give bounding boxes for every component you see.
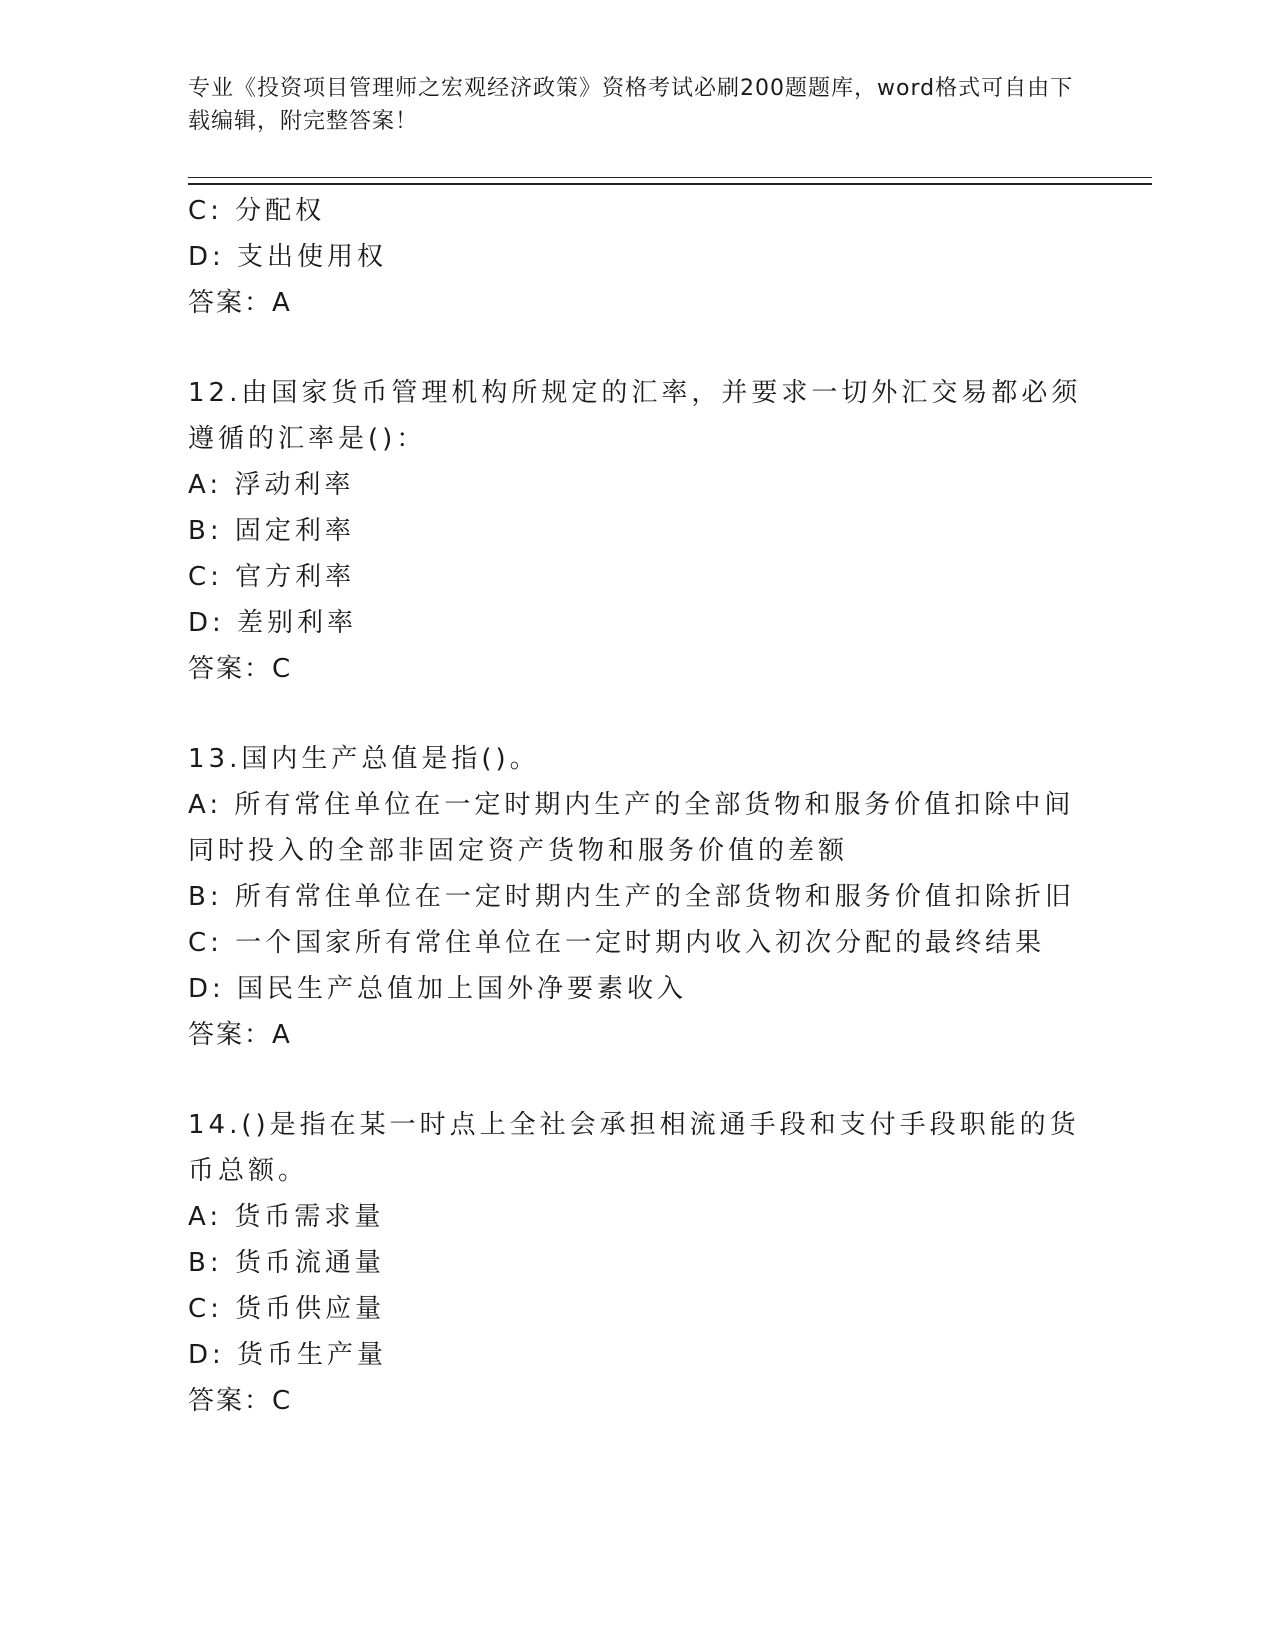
option-c: C: 货币供应量 bbox=[188, 1294, 386, 1324]
question-stem: 13.国内生产总值是指()。 bbox=[188, 744, 540, 774]
document-header bbox=[188, 72, 1088, 138]
option-d: D: 差别利率 bbox=[188, 608, 358, 638]
option-d: D: 支出使用权 bbox=[188, 242, 388, 272]
document-body bbox=[188, 188, 1088, 1424]
question-14 bbox=[188, 1102, 1088, 1424]
option-c: C: 一个国家所有常住单位在一定时期内收入初次分配的最终结果 bbox=[188, 928, 1046, 958]
spacer bbox=[188, 692, 1088, 736]
question-stem: 12.由国家货币管理机构所规定的汇率，并要求一切外汇交易都必须遵循的汇率是()： bbox=[188, 378, 1082, 454]
option-c: C: 分配权 bbox=[188, 196, 326, 226]
header-divider-bottom bbox=[188, 183, 1152, 185]
option-c: C: 官方利率 bbox=[188, 562, 356, 592]
option-a: A: 所有常住单位在一定时期内生产的全部货物和服务价值扣除中间同时投入的全部非固定资产货物和服务价值的差额 bbox=[188, 790, 1075, 866]
previous-question-tail bbox=[188, 188, 1088, 326]
question-12 bbox=[188, 370, 1088, 692]
question-stem: 14.()是指在某一时点上全社会承担相流通手段和支付手段职能的货币总额。 bbox=[188, 1110, 1080, 1186]
option-b: B: 货币流通量 bbox=[188, 1248, 385, 1278]
option-b: B: 固定利率 bbox=[188, 516, 355, 546]
option-a: A: 浮动利率 bbox=[188, 470, 355, 500]
spacer bbox=[188, 326, 1088, 370]
header-title: 专业《投资项目管理师之宏观经济政策》资格考试必刷200题题库，word格式可自由下载编辑，附完整答案！ bbox=[188, 76, 1074, 134]
spacer bbox=[188, 1058, 1088, 1102]
answer: 答案：C bbox=[188, 1386, 293, 1416]
option-d: D: 国民生产总值加上国外净要素收入 bbox=[188, 974, 688, 1004]
header-divider-top bbox=[188, 177, 1152, 178]
answer: 答案：A bbox=[188, 1020, 292, 1050]
option-a: A: 货币需求量 bbox=[188, 1202, 385, 1232]
option-b: B: 所有常住单位在一定时期内生产的全部货物和服务价值扣除折旧 bbox=[188, 882, 1075, 912]
option-d: D: 货币生产量 bbox=[188, 1340, 388, 1370]
question-13 bbox=[188, 736, 1088, 1058]
answer: 答案：C bbox=[188, 654, 293, 684]
answer: 答案：A bbox=[188, 288, 292, 318]
